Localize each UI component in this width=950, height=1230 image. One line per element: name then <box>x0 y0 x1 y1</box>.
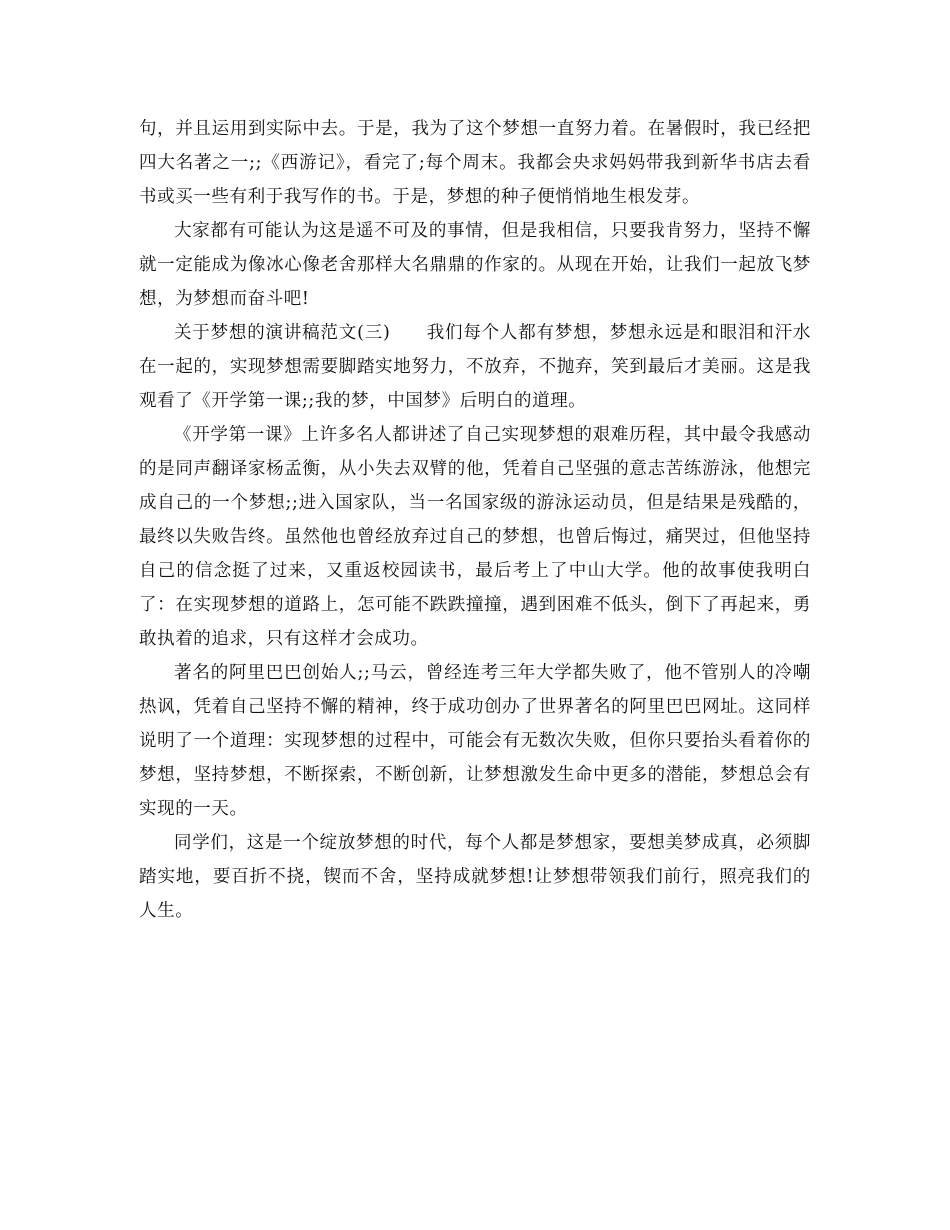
paragraph: 同学们，这是一个绽放梦想的时代，每个人都是梦想家，要想美梦成真，必须脚踏实地，要百折不挠，锲而不舍，坚持成就梦想!让梦想带领我们前行，照亮我们的人生。 <box>139 833 811 921</box>
section-intro: 我们每个人都有梦想，梦想永远是和眼泪和汗水在一起的，实现梦想需要脚踏实地努力，不放弃，不抛弃，笑到最后才美丽。这是我观看了《开学第一课;;我的梦，中国梦》后明白的道理。 <box>139 323 811 411</box>
paragraph-section-start <box>139 316 811 418</box>
paragraph: 大家都有可能认为这是遥不可及的事情，但是我相信，只要我肯努力，坚持不懈就一定能成为像冰心像老舍那样大名鼎鼎的作家的。从现在开始，让我们一起放飞梦想，为梦想而奋斗吧! <box>139 221 811 309</box>
document-body <box>139 112 811 928</box>
paragraph-continued: 句，并且运用到实际中去。于是，我为了这个梦想一直努力着。在暑假时，我已经把四大名著之一;;《西游记》，看完了;每个周末。我都会央求妈妈带我到新华书店去看书或买一些有利于我写作的书。于是，梦想的种子便悄悄地生根发芽。 <box>139 119 811 207</box>
paragraph: 著名的阿里巴巴创始人;;马云，曾经连考三年大学都失败了，他不管别人的冷嘲热讽，凭着自己坚持不懈的精神，终于成功创办了世界著名的阿里巴巴网址。这同样说明了一个道理：实现梦想的过程中，可能会有无数次失败，但你只要抬头看着你的梦想，坚持梦想，不断探索，不断创新，让梦想激发生命中更多的潜能，梦想总会有实现的一天。 <box>139 663 811 819</box>
paragraph: 《开学第一课》上许多名人都讲述了自己实现梦想的艰难历程，其中最令我感动的是同声翻译家杨孟衡，从小失去双臂的他，凭着自己坚强的意志苦练游泳，他想完成自己的一个梦想;;进入国家队，当一名国家级的游泳运动员，但是结果是残酷的，最终以失败告终。虽然他也曾经放弃过自己的梦想，也曾后悔过，痛哭过，但他坚持自己的信念挺了过来，又重返校园读书，最后考上了中山大学。他的故事使我明白了：在实现梦想的道路上，怎可能不跌跌撞撞，遇到困难不低头，倒下了再起来，勇敢执着的追求，只有这样才会成功。 <box>139 425 811 649</box>
section-heading: 关于梦想的演讲稿范文(三) <box>174 323 391 343</box>
